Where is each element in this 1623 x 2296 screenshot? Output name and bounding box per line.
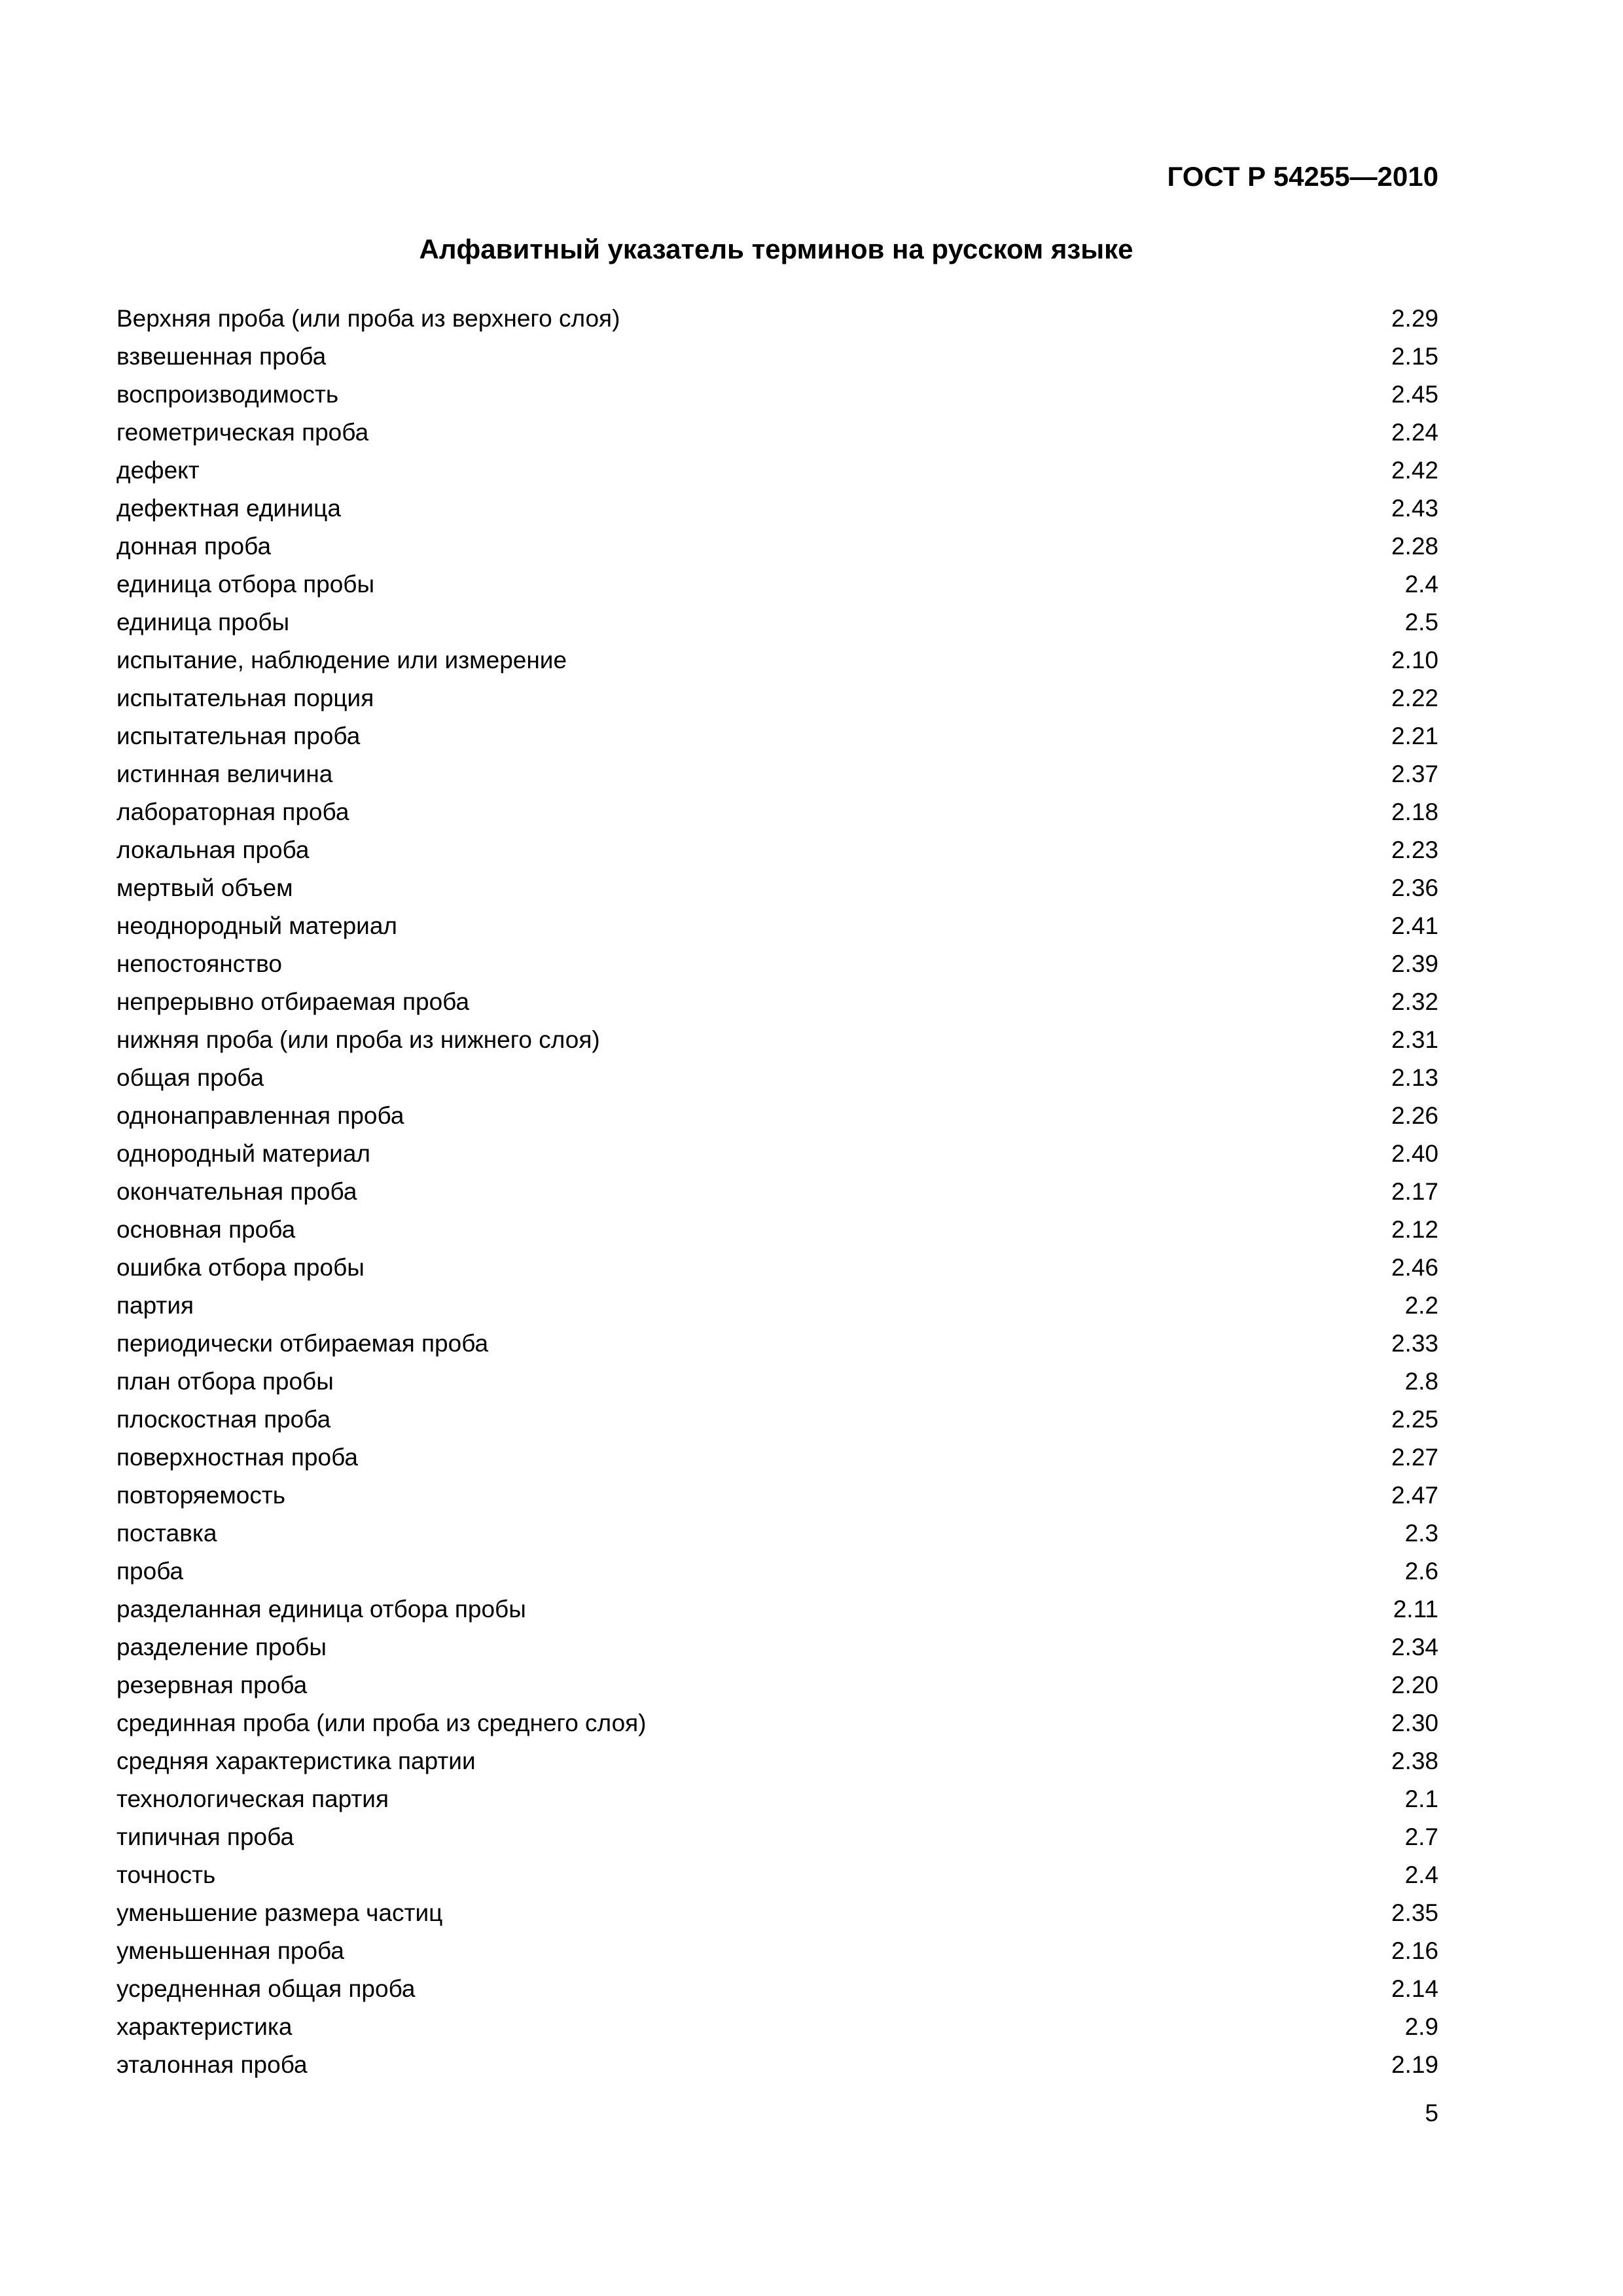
term-reference: 2.35 — [1391, 1899, 1438, 1926]
term-reference: 2.7 — [1404, 1823, 1438, 1850]
term-reference: 2.11 — [1393, 1596, 1438, 1623]
term-reference: 2.4 — [1404, 571, 1438, 598]
term-reference: 2.41 — [1391, 912, 1438, 939]
term-reference: 2.3 — [1404, 1520, 1438, 1547]
term-row — [116, 1138, 1438, 1175]
term-row — [116, 1175, 1438, 1213]
term-text: окончательная проба — [116, 1178, 357, 1205]
term-text: истинная величина — [116, 761, 333, 787]
term-reference: 2.27 — [1391, 1444, 1438, 1471]
term-row — [116, 758, 1438, 796]
term-row — [116, 1821, 1438, 1859]
term-reference: 2.12 — [1391, 1216, 1438, 1243]
term-reference: 2.30 — [1391, 1710, 1438, 1736]
term-text: основная проба — [116, 1216, 296, 1243]
term-reference: 2.2 — [1404, 1292, 1438, 1319]
term-row — [116, 720, 1438, 758]
term-row — [116, 1251, 1438, 1289]
term-text: проба — [116, 1558, 184, 1585]
term-reference: 2.23 — [1391, 836, 1438, 863]
term-row — [116, 1327, 1438, 1365]
term-text: точность — [116, 1861, 216, 1888]
term-row — [116, 1365, 1438, 1403]
term-reference: 2.39 — [1391, 950, 1438, 977]
term-row — [116, 1897, 1438, 1935]
term-row — [116, 1859, 1438, 1897]
term-text: локальная проба — [116, 836, 310, 863]
term-reference: 2.24 — [1391, 419, 1438, 446]
term-row — [116, 834, 1438, 872]
term-row — [116, 1973, 1438, 2011]
term-reference: 2.1 — [1404, 1785, 1438, 1812]
term-reference: 2.40 — [1391, 1140, 1438, 1167]
term-text: мертвый объем — [116, 874, 293, 901]
term-row — [116, 1062, 1438, 1100]
term-row — [116, 2049, 1438, 2087]
term-row — [116, 1935, 1438, 1973]
term-text: ошибка отбора пробы — [116, 1254, 365, 1281]
term-reference: 2.14 — [1391, 1975, 1438, 2002]
term-reference: 2.34 — [1391, 1634, 1438, 1660]
term-text: непостоянство — [116, 950, 282, 977]
term-row — [116, 1100, 1438, 1138]
term-row — [116, 1479, 1438, 1517]
term-reference: 2.38 — [1391, 1748, 1438, 1774]
term-text: плоскостная проба — [116, 1406, 331, 1433]
term-row — [116, 948, 1438, 986]
term-row — [116, 1745, 1438, 1783]
term-reference: 2.8 — [1404, 1368, 1438, 1395]
term-text: резервная проба — [116, 1672, 308, 1698]
page-number: 5 — [1425, 2100, 1438, 2126]
term-text: уменьшенная проба — [116, 1937, 344, 1964]
term-reference: 2.18 — [1391, 798, 1438, 825]
term-text: эталонная проба — [116, 2051, 308, 2078]
index-title: Алфавитный указатель терминов на русском языке — [419, 234, 1133, 264]
term-reference: 2.20 — [1391, 1672, 1438, 1698]
term-reference: 2.19 — [1391, 2051, 1438, 2078]
term-row — [116, 2011, 1438, 2049]
term-text: поверхностная проба — [116, 1444, 358, 1471]
term-row — [116, 1593, 1438, 1631]
term-reference: 2.33 — [1391, 1330, 1438, 1357]
term-reference: 2.47 — [1391, 1482, 1438, 1509]
term-text: партия — [116, 1292, 194, 1319]
term-text: уменьшение размера частиц — [116, 1899, 443, 1926]
term-reference: 2.4 — [1404, 1861, 1438, 1888]
term-text: лабораторная проба — [116, 798, 349, 825]
term-text: воспроизводимость — [116, 381, 339, 408]
term-row — [116, 796, 1438, 834]
term-text: испытание, наблюдение или измерение — [116, 647, 567, 673]
term-text: испытательная порция — [116, 685, 374, 711]
term-text: характеристика — [116, 2013, 293, 2040]
term-text: Верхняя проба (или проба из верхнего слоя) — [116, 305, 620, 332]
term-reference: 2.13 — [1391, 1064, 1438, 1091]
term-text: дефектная единица — [116, 495, 341, 522]
term-reference: 2.46 — [1391, 1254, 1438, 1281]
term-row — [116, 872, 1438, 910]
term-reference: 2.6 — [1404, 1558, 1438, 1585]
term-text: взвешенная проба — [116, 343, 327, 370]
term-row — [116, 340, 1438, 378]
term-reference: 2.26 — [1391, 1102, 1438, 1129]
term-row — [116, 644, 1438, 682]
term-text: периодически отбираемая проба — [116, 1330, 489, 1357]
term-row — [116, 492, 1438, 530]
term-reference: 2.43 — [1391, 495, 1438, 522]
term-reference: 2.21 — [1391, 723, 1438, 749]
term-row — [116, 1213, 1438, 1251]
term-text: срединная проба (или проба из среднего слоя) — [116, 1710, 647, 1736]
term-row — [116, 568, 1438, 606]
term-text: однонаправленная проба — [116, 1102, 404, 1129]
term-reference: 2.9 — [1404, 2013, 1438, 2040]
term-row — [116, 530, 1438, 568]
term-reference: 2.37 — [1391, 761, 1438, 787]
term-reference: 2.10 — [1391, 647, 1438, 673]
term-row — [116, 378, 1438, 416]
term-reference: 2.32 — [1391, 988, 1438, 1015]
term-reference: 2.22 — [1391, 685, 1438, 711]
term-text: нижняя проба (или проба из нижнего слоя) — [116, 1026, 600, 1053]
term-reference: 2.28 — [1391, 533, 1438, 560]
term-text: технологическая партия — [116, 1785, 389, 1812]
term-reference: 2.31 — [1391, 1026, 1438, 1053]
term-list — [116, 302, 1438, 2087]
term-text: единица отбора пробы — [116, 571, 375, 598]
term-reference: 2.42 — [1391, 457, 1438, 484]
term-text: средняя характеристика партии — [116, 1748, 476, 1774]
term-reference: 2.5 — [1404, 609, 1438, 636]
term-text: разделанная единица отбора пробы — [116, 1596, 526, 1623]
term-text: донная проба — [116, 533, 272, 560]
term-text: поставка — [116, 1520, 217, 1547]
term-reference: 2.45 — [1391, 381, 1438, 408]
term-text: типичная проба — [116, 1823, 294, 1850]
term-row — [116, 1289, 1438, 1327]
term-text: геометрическая проба — [116, 419, 369, 446]
term-row — [116, 1024, 1438, 1062]
term-row — [116, 454, 1438, 492]
term-text: дефект — [116, 457, 200, 484]
term-text: однородный материал — [116, 1140, 370, 1167]
term-row — [116, 1403, 1438, 1441]
term-row — [116, 606, 1438, 644]
term-row — [116, 1707, 1438, 1745]
term-text: единица пробы — [116, 609, 290, 636]
document-code: ГОСТ Р 54255—2010 — [1167, 161, 1438, 192]
term-text: план отбора пробы — [116, 1368, 334, 1395]
term-row — [116, 1783, 1438, 1821]
term-text: неоднородный материал — [116, 912, 398, 939]
term-text: непрерывно отбираемая проба — [116, 988, 470, 1015]
term-text: повторяемость — [116, 1482, 286, 1509]
term-row — [116, 1517, 1438, 1555]
term-text: разделение пробы — [116, 1634, 327, 1660]
term-row — [116, 910, 1438, 948]
term-row — [116, 986, 1438, 1024]
term-reference: 2.17 — [1391, 1178, 1438, 1205]
term-reference: 2.29 — [1391, 305, 1438, 332]
term-text: общая проба — [116, 1064, 264, 1091]
term-row — [116, 1555, 1438, 1593]
term-row — [116, 302, 1438, 340]
term-row — [116, 1631, 1438, 1669]
term-reference: 2.25 — [1391, 1406, 1438, 1433]
term-row — [116, 1441, 1438, 1479]
term-text: испытательная проба — [116, 723, 361, 749]
term-text: усредненная общая проба — [116, 1975, 416, 2002]
term-row — [116, 416, 1438, 454]
term-reference: 2.16 — [1391, 1937, 1438, 1964]
term-row — [116, 1669, 1438, 1707]
term-reference: 2.15 — [1391, 343, 1438, 370]
term-row — [116, 682, 1438, 720]
term-reference: 2.36 — [1391, 874, 1438, 901]
